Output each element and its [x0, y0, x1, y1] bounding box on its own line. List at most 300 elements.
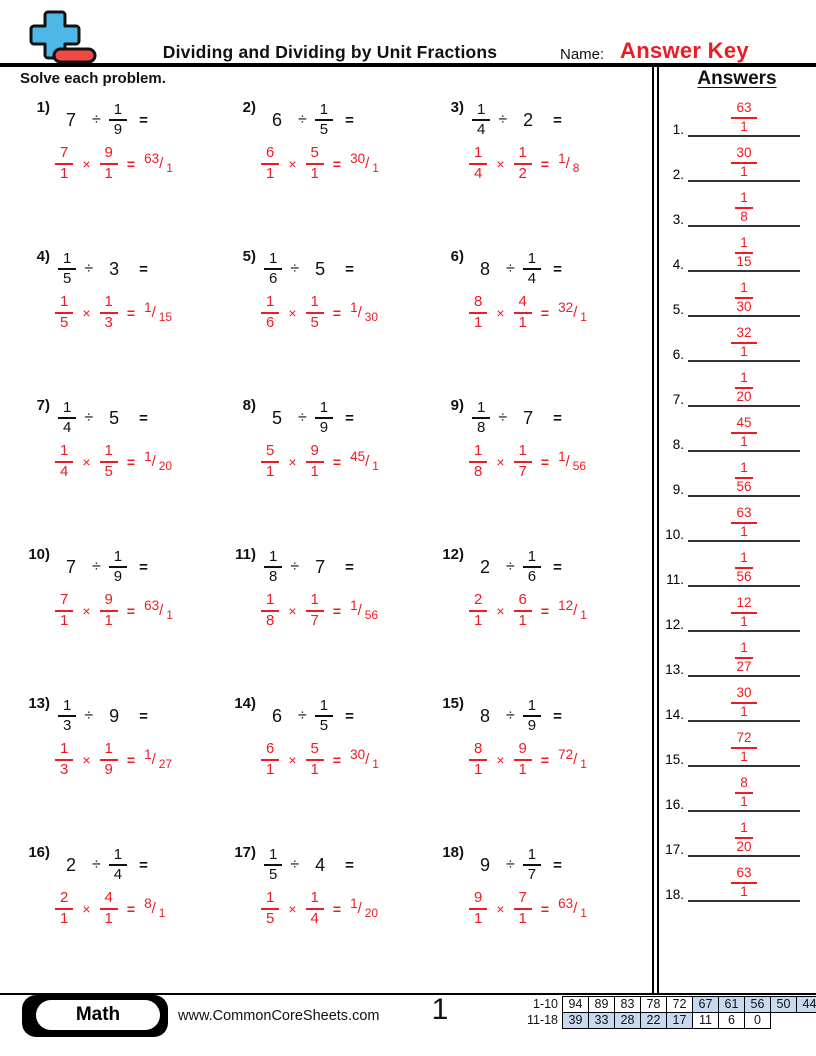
score-row [516, 996, 816, 1013]
fraction-denominator: 1 [740, 119, 748, 135]
equals-sign: = [126, 751, 136, 768]
fraction-denominator: 8 [477, 419, 486, 436]
fraction [731, 416, 756, 450]
answer-entry [658, 769, 816, 814]
multiply-sign: × [496, 453, 505, 470]
fraction-denominator: 9 [113, 121, 123, 138]
equals-sign: = [553, 111, 562, 129]
fraction-numerator: 1 [469, 145, 487, 165]
fraction-denominator: 8 [266, 611, 275, 629]
divide-sign: ÷ [84, 707, 94, 724]
result-numerator: 72 [558, 747, 574, 762]
answer-value [688, 281, 800, 315]
fraction-numerator: 1 [58, 400, 76, 420]
fraction-denominator: 1 [740, 344, 748, 360]
result-denominator: 8 [572, 161, 580, 175]
subject-badge [22, 995, 168, 1037]
problem [20, 842, 226, 991]
problem [20, 246, 226, 395]
result-denominator: 30 [364, 310, 379, 324]
whole-number: 7 [315, 556, 326, 577]
equals-sign: = [332, 304, 342, 321]
problem-number: 8) [242, 397, 256, 414]
score-cell: 72 [666, 996, 693, 1013]
answer-blank-line [688, 855, 800, 857]
fraction [469, 443, 487, 480]
division-expression [472, 847, 562, 884]
result-slash: / [357, 900, 362, 917]
result-slash: / [565, 155, 570, 172]
fraction-denominator: 3 [60, 760, 69, 778]
fraction-numerator: 45 [731, 416, 756, 434]
problem [434, 693, 640, 842]
fraction-denominator: 4 [113, 866, 123, 883]
divide-sign: ÷ [498, 409, 508, 426]
result-numerator: 12 [558, 598, 574, 613]
fraction-denominator: 1 [740, 884, 748, 900]
fraction-numerator: 30 [731, 686, 756, 704]
fraction-denominator: 1 [740, 614, 748, 630]
answer-entry [658, 94, 816, 139]
problem-expression [20, 693, 226, 739]
equals-sign: = [332, 900, 342, 917]
fraction [469, 145, 487, 182]
answer-number: 18. [665, 887, 684, 902]
fraction-denominator: 5 [319, 121, 329, 138]
multiply-sign: × [82, 900, 91, 917]
result-numerator: 63 [558, 896, 574, 911]
fraction-numerator: 1 [261, 890, 279, 910]
problem [434, 97, 640, 246]
fraction-denominator: 20 [736, 839, 752, 855]
fraction [109, 847, 127, 884]
work-result [350, 151, 379, 175]
equals-sign: = [139, 409, 148, 427]
multiply-sign: × [496, 155, 505, 172]
fraction-numerator: 1 [523, 251, 541, 271]
fraction-denominator: 27 [736, 659, 752, 675]
answer-entry [658, 544, 816, 589]
result-denominator: 1 [372, 161, 379, 175]
work-line [55, 294, 226, 331]
score-cell: 17 [666, 1012, 693, 1029]
problem-expression [20, 97, 226, 143]
answer-entry [658, 229, 816, 274]
fraction [731, 146, 756, 180]
answer-blank-line [688, 495, 800, 497]
result-denominator: 1 [372, 757, 379, 771]
fraction-numerator: 1 [735, 371, 753, 389]
fraction-numerator: 2 [469, 592, 487, 612]
fraction-numerator: 1 [264, 549, 282, 569]
work-line [55, 592, 226, 629]
answer-blank-line [688, 405, 800, 407]
fraction-denominator: 5 [266, 909, 275, 927]
result-denominator: 1 [580, 757, 587, 771]
divide-sign: ÷ [92, 558, 101, 575]
equals-sign: = [553, 707, 562, 725]
problem-number: 16) [28, 844, 50, 861]
fraction-denominator: 1 [266, 164, 275, 182]
work-line [261, 145, 434, 182]
result-denominator: 27 [158, 757, 173, 771]
answers-list [658, 94, 816, 904]
fraction-denominator: 1 [310, 164, 319, 182]
fraction-denominator: 1 [474, 909, 483, 927]
multiply-sign: × [496, 900, 505, 917]
fraction [55, 890, 73, 927]
division-expression [472, 400, 562, 437]
fraction-numerator: 7 [55, 145, 73, 165]
score-cell: 33 [588, 1012, 615, 1029]
answer-number: 8. [672, 437, 684, 452]
equals-sign: = [553, 856, 562, 874]
fraction-denominator: 4 [60, 462, 69, 480]
answer-number: 14. [665, 707, 684, 722]
answer-entry [658, 184, 816, 229]
answer-blank-line [688, 360, 800, 362]
problem-number: 2) [242, 99, 256, 116]
fraction [469, 741, 487, 778]
work-result [558, 449, 587, 473]
division-expression [58, 847, 148, 884]
problem-number: 10) [28, 546, 50, 563]
fraction-numerator: 1 [514, 145, 532, 165]
fraction [58, 400, 76, 437]
division-expression [58, 698, 148, 735]
fraction-denominator: 4 [310, 909, 319, 927]
score-row [516, 1012, 816, 1029]
fraction [514, 443, 532, 480]
divide-sign: ÷ [506, 707, 515, 724]
work-result [144, 896, 166, 920]
multiply-sign: × [496, 751, 505, 768]
fraction [731, 506, 756, 540]
fraction-denominator: 7 [518, 462, 527, 480]
answer-blank-line [688, 900, 800, 902]
fraction-numerator: 6 [261, 145, 279, 165]
answer-value [688, 866, 800, 900]
answer-number: 1. [672, 122, 684, 137]
equals-sign: = [332, 751, 342, 768]
problem-expression [434, 842, 640, 888]
answer-value [688, 506, 800, 540]
work-result [350, 747, 379, 771]
result-numerator: 1 [144, 300, 152, 315]
fraction [735, 281, 753, 315]
problem-expression [226, 544, 434, 590]
score-cell: 61 [718, 996, 745, 1013]
whole-number: 4 [315, 854, 326, 875]
multiply-sign: × [288, 751, 297, 768]
fraction-numerator: 9 [100, 145, 118, 165]
fraction-numerator: 1 [109, 549, 127, 569]
multiply-sign: × [288, 304, 297, 321]
fraction [100, 294, 118, 331]
division-expression [58, 102, 148, 139]
fraction-denominator: 4 [474, 164, 483, 182]
equals-sign: = [126, 304, 136, 321]
fraction-denominator: 1 [310, 760, 319, 778]
website-url: www.CommonCoreSheets.com [178, 1008, 380, 1024]
answer-entry [658, 274, 816, 319]
whole-number: 5 [315, 258, 326, 279]
fraction-numerator: 9 [514, 741, 532, 761]
fraction-denominator: 4 [477, 121, 486, 138]
equals-sign: = [126, 900, 136, 917]
whole-number: 5 [272, 407, 283, 428]
result-numerator: 30 [350, 747, 366, 762]
problem [226, 544, 434, 693]
subject-label: Math [36, 1000, 160, 1030]
answer-blank-line [688, 135, 800, 137]
fraction-denominator: 1 [518, 909, 527, 927]
problem [20, 544, 226, 693]
divide-sign: ÷ [290, 558, 300, 575]
fraction-numerator: 6 [514, 592, 532, 612]
work-line [469, 443, 640, 480]
fraction-denominator: 1 [740, 524, 748, 540]
work-result [144, 300, 173, 324]
fraction-denominator: 1 [266, 462, 275, 480]
whole-number: 5 [109, 407, 120, 428]
fraction-denominator: 1 [474, 760, 483, 778]
fraction-denominator: 3 [63, 717, 72, 734]
fraction-denominator: 9 [104, 760, 113, 778]
problem-number: 3) [450, 99, 464, 116]
problem-number: 7) [36, 397, 50, 414]
fraction [261, 443, 279, 480]
fraction-numerator: 1 [735, 191, 753, 209]
fraction [58, 251, 76, 288]
fraction-numerator: 1 [469, 443, 487, 463]
answer-blank-line [688, 765, 800, 767]
score-cell: 83 [614, 996, 641, 1013]
problem [226, 693, 434, 842]
work-line [261, 294, 434, 331]
fraction [523, 549, 541, 586]
score-cell: 50 [770, 996, 797, 1013]
work-result [350, 300, 379, 324]
division-expression [264, 549, 354, 586]
problem [226, 395, 434, 544]
equals-sign: = [139, 707, 148, 725]
whole-number: 2 [480, 556, 491, 577]
answer-number: 4. [672, 257, 684, 272]
fraction [523, 698, 541, 735]
fraction-numerator: 1 [315, 698, 333, 718]
answer-number: 12. [665, 617, 684, 632]
work-line [469, 145, 640, 182]
score-cell: 78 [640, 996, 667, 1013]
fraction-numerator: 1 [514, 443, 532, 463]
fraction-numerator: 1 [315, 102, 333, 122]
whole-number: 9 [109, 705, 120, 726]
fraction-denominator: 1 [310, 462, 319, 480]
divide-sign: ÷ [84, 409, 94, 426]
problem-expression [226, 395, 434, 441]
problem-expression [20, 246, 226, 292]
fraction [735, 821, 753, 855]
work-line [469, 890, 640, 927]
result-denominator: 1 [158, 906, 166, 920]
result-slash: / [151, 751, 156, 768]
page-number: 1 [431, 993, 449, 1026]
answer-entry [658, 679, 816, 724]
fraction-numerator: 2 [55, 890, 73, 910]
equals-sign: = [139, 260, 148, 278]
answer-value [688, 596, 800, 630]
fraction [306, 443, 324, 480]
fraction [100, 145, 118, 182]
result-denominator: 15 [158, 310, 173, 324]
problem [226, 97, 434, 246]
fraction-numerator: 1 [261, 592, 279, 612]
answer-blank-line [688, 450, 800, 452]
score-cell: 22 [640, 1012, 667, 1029]
problem-number: 11) [235, 546, 256, 563]
problem-number: 17) [234, 844, 256, 861]
fraction [261, 294, 279, 331]
answer-value [688, 236, 800, 270]
result-numerator: 1 [558, 151, 566, 166]
answer-number: 16. [665, 797, 684, 812]
division-expression [264, 400, 354, 437]
problem-expression [434, 246, 640, 292]
problem-number: 5) [242, 248, 256, 265]
fraction-denominator: 4 [63, 419, 72, 436]
fraction-denominator: 1 [104, 909, 113, 927]
fraction [55, 741, 73, 778]
equals-sign: = [540, 155, 550, 172]
problem-expression [20, 544, 226, 590]
equals-sign: = [139, 558, 148, 576]
result-slash: / [357, 304, 362, 321]
fraction-denominator: 8 [740, 209, 748, 225]
fraction [735, 236, 753, 270]
answers-heading: Answers [697, 68, 777, 89]
fraction [469, 592, 487, 629]
result-numerator: 1 [144, 449, 152, 464]
fraction [109, 549, 127, 586]
equals-sign: = [540, 900, 550, 917]
score-cell: 28 [614, 1012, 641, 1029]
fraction-denominator: 30 [736, 299, 752, 315]
equals-sign: = [345, 558, 354, 576]
fraction-numerator: 1 [100, 294, 118, 314]
problem-expression [20, 395, 226, 441]
fraction-numerator: 6 [261, 741, 279, 761]
fraction-numerator: 1 [735, 461, 753, 479]
result-slash: / [365, 155, 370, 172]
problem-number: 14) [234, 695, 256, 712]
fraction-denominator: 6 [269, 270, 278, 287]
result-numerator: 45 [350, 449, 366, 464]
problem-expression [434, 97, 640, 143]
fraction-denominator: 1 [266, 760, 275, 778]
problem [434, 395, 640, 544]
fraction-denominator: 5 [310, 313, 319, 331]
fraction-numerator: 1 [472, 102, 490, 122]
divide-sign: ÷ [84, 260, 94, 277]
result-denominator: 1 [580, 906, 587, 920]
fraction [100, 443, 118, 480]
fraction-denominator: 5 [104, 462, 113, 480]
fraction-numerator: 1 [261, 294, 279, 314]
fraction [109, 102, 127, 139]
fraction-numerator: 8 [469, 294, 487, 314]
result-numerator: 63 [144, 598, 160, 613]
problem [20, 97, 226, 246]
fraction-denominator: 1 [740, 794, 748, 810]
fraction [261, 741, 279, 778]
equals-sign: = [540, 304, 550, 321]
equals-sign: = [332, 155, 342, 172]
division-expression [264, 847, 354, 884]
whole-number: 8 [480, 705, 491, 726]
answer-blank-line [688, 810, 800, 812]
score-cell: 94 [562, 996, 589, 1013]
fraction-numerator: 5 [306, 145, 324, 165]
equals-sign: = [345, 856, 354, 874]
fraction-denominator: 1 [60, 909, 69, 927]
work-line [469, 741, 640, 778]
answer-entry [658, 724, 816, 769]
problem [434, 246, 640, 395]
work-result [350, 896, 379, 920]
equals-sign: = [126, 453, 136, 470]
whole-number: 7 [523, 407, 534, 428]
answer-entry [658, 319, 816, 364]
fraction-numerator: 72 [731, 731, 756, 749]
fraction [264, 549, 282, 586]
answer-blank-line [688, 720, 800, 722]
fraction-denominator: 1 [740, 164, 748, 180]
whole-number: 7 [66, 109, 77, 130]
answer-value [688, 146, 800, 180]
equals-sign: = [332, 602, 342, 619]
equals-sign: = [540, 602, 550, 619]
result-slash: / [365, 453, 370, 470]
result-numerator: 30 [350, 151, 366, 166]
answer-blank-line [688, 315, 800, 317]
fraction-numerator: 1 [735, 236, 753, 254]
answer-entry [658, 409, 816, 454]
answer-number: 17. [665, 842, 684, 857]
commoncoresheets-logo-icon [14, 8, 98, 66]
fraction [55, 145, 73, 182]
result-slash: / [357, 602, 362, 619]
equals-sign: = [126, 602, 136, 619]
division-expression [264, 251, 354, 288]
work-result [350, 598, 379, 622]
work-line [469, 592, 640, 629]
result-slash: / [565, 453, 570, 470]
answer-value [688, 551, 800, 585]
result-numerator: 63 [144, 151, 160, 166]
score-range-label: 11-18 [526, 1013, 558, 1027]
equals-sign: = [345, 111, 354, 129]
fraction-denominator: 6 [527, 568, 537, 585]
division-expression [472, 698, 562, 735]
fraction-numerator: 1 [315, 400, 333, 420]
answer-number: 10. [665, 527, 684, 542]
fraction-denominator: 3 [104, 313, 113, 331]
problem-expression [20, 842, 226, 888]
whole-number: 9 [480, 854, 491, 875]
fraction-numerator: 5 [261, 443, 279, 463]
problem [20, 395, 226, 544]
